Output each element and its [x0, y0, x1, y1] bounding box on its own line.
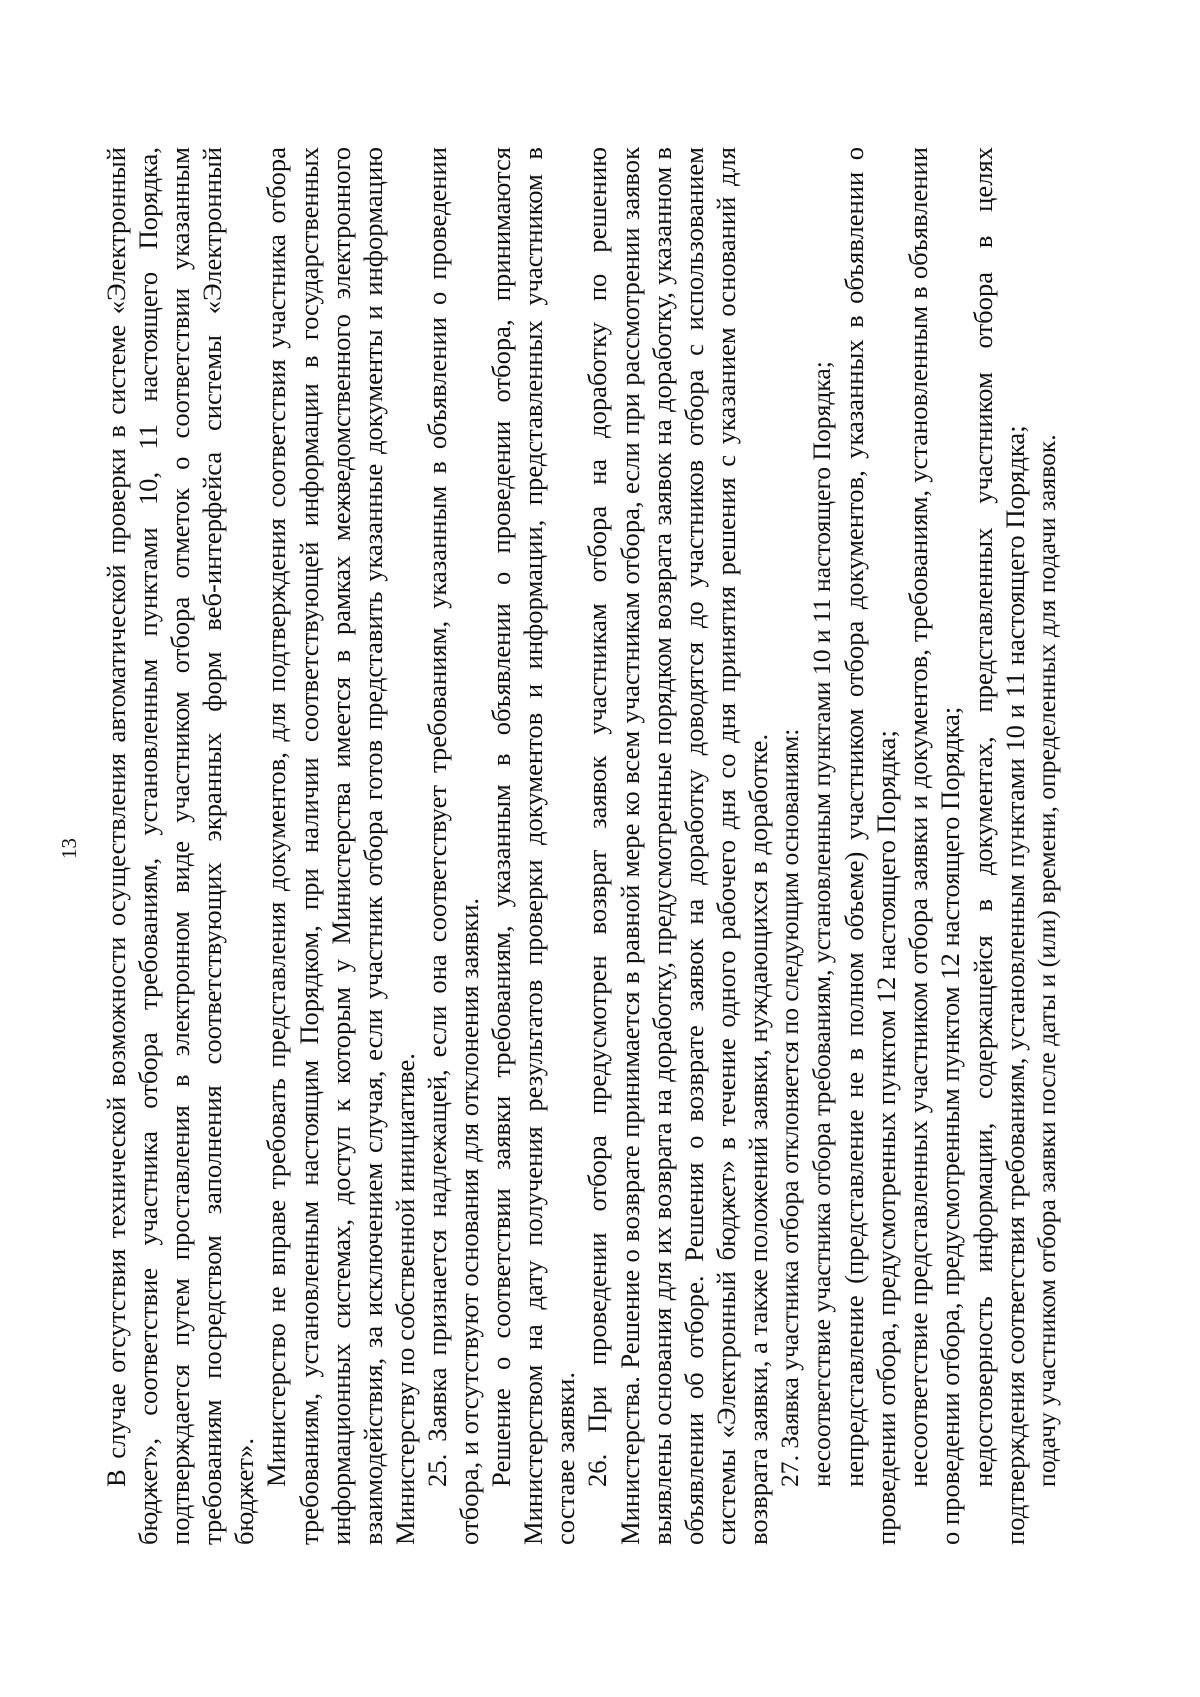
paragraph-ministry-documents: Министерство не вправе требовать представления документов, для подтверждения соответствия участника отбора требованиям, установленным настоящим Порядком, при наличии соответствующей информации в государственных информационных системах, доступ к которым у Министерства имеется в рамках межведомственного электронного взаимодействия, за исключением случая, если участник отбора готов представить указанные документы и информацию Министерству по собственной инициативе. — [261, 147, 420, 1545]
list-item-documents-missing: непредставление (представление не в полном объеме) участником отбора документов, указанных в объявлении о проведении отбора, предусмотренных пунктом 12 настоящего Порядка; — [839, 147, 902, 1545]
list-item-documents-mismatch: несоответствие представленных участником отбора заявки и документов, требованиям, установленным в объявлении о проведении отбора, предусмотренным пунктом 12 настоящего Порядка; — [903, 147, 966, 1545]
page-number: 13 — [57, 838, 81, 859]
paragraph-27-rejection-grounds: 27. Заявка участника отбора отклоняется по следующим основаниям: — [774, 728, 804, 1487]
list-item-unreliable-information: недостоверность информации, содержащейся в документах, представленных участником отбора в целях подтверждения соответствия требованиям, установленным пунктами 10 и 11 настоящего Порядка; — [967, 147, 1030, 1545]
paragraph-compliance-decision: Решение о соответствии заявки требованиям, указанным в объявлении о проведении отбора, принимаются Министерством на дату получения результатов проверки документов и информации, представленных участником в составе заявки. — [486, 147, 581, 1545]
list-item-late-submission: подачу участником отбора заявки после даты и (или) времени, определенных для подачи заявок. — [1031, 434, 1061, 1487]
paragraph-auto-check: В случае отсутствия технической возможности осуществления автоматической проверки в системе «Электронный бюджет», соответствие участника отбора требованиям, установленным пунктами 10, 11 настоящего Порядка, подтверждается путем проставления в электронном виде участником отбора отметок о соответствии указанным требованиям посредством заполнения соответствующих экранных форм веб-интерфейса системы «Электронный бюджет». — [101, 147, 260, 1545]
paragraph-26-return-for-revision: 26. При проведении отбора предусмотрен возврат заявок участникам отбора на доработку по решению Министерства. Решение о возврате принимается в равной мере ко всем участникам отбора, если при рассмотрении заявок выявлены основания для их возврата на доработку, предусмотренные порядком возврата заявок на доработку, указанном в объявлении об отборе. Решения о возврате заявок на доработку доводятся до участников отбора с использованием системы «Электронный бюджет» в течение одного рабочего дня со дня принятия решения с указанием оснований для возврата заявки, а также положений заявки, нуждающихся в доработке. — [582, 147, 773, 1545]
paragraph-25-proper-application: 25. Заявка признается надлежащей, если она соответствует требованиям, указанным в объявлении о проведении отбора, и отсутствуют основания для отклонения заявки. — [421, 147, 485, 1545]
list-item-requirements-mismatch: несоответствие участника отбора требованиям, установленным пунктами 10 и 11 настоящего Порядка; — [807, 361, 837, 1487]
body-text — [100, 147, 1063, 1545]
